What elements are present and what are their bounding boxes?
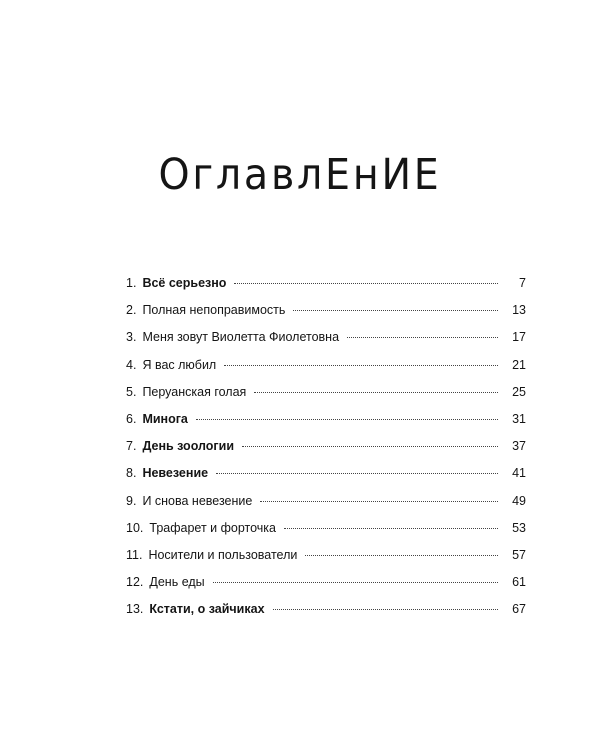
- toc-entry-number: 9.: [126, 493, 137, 508]
- toc-entry-title: День еды: [149, 575, 205, 590]
- toc-entry-title: Всё серьезно: [142, 276, 227, 290]
- toc-entry-number: 11.: [126, 547, 143, 562]
- toc-entry-page: 21: [512, 357, 526, 372]
- toc-entry: [126, 302, 526, 329]
- toc-entry: [126, 329, 526, 356]
- dot-leader: [293, 309, 498, 311]
- toc-entry: [126, 465, 526, 492]
- toc-entry-page: 57: [512, 547, 526, 562]
- toc-entry: [126, 411, 526, 438]
- toc-entry-page: 49: [512, 493, 526, 508]
- toc-entry-page: 25: [512, 384, 526, 399]
- toc-entry-title: Меня зовут Виолетта Фиолетовна: [142, 330, 340, 345]
- toc-entry-number: 7.: [126, 439, 137, 454]
- toc-entry-number: 1.: [126, 276, 137, 290]
- dot-leader: [242, 445, 498, 447]
- toc-entry: [126, 547, 526, 574]
- toc-entry-title: Минога: [142, 411, 188, 426]
- toc-entry-number: 4.: [126, 357, 137, 372]
- toc-entry-number: 6.: [126, 411, 137, 426]
- toc-entry-title: И снова невезение: [142, 493, 253, 508]
- toc-entry-page: 61: [512, 575, 526, 590]
- dot-leader: [216, 472, 498, 474]
- toc-entry: [126, 438, 526, 465]
- toc-entry-title: Полная непоправимость: [142, 303, 286, 318]
- toc-entry-page: 67: [512, 602, 526, 617]
- toc-entry: [126, 520, 526, 547]
- page-title: ОглавлЕнИЕ: [158, 150, 442, 200]
- toc-entry: [126, 384, 526, 411]
- toc-entry-title: Перуанская голая: [142, 384, 247, 399]
- toc-entry-page: 37: [512, 439, 526, 454]
- toc-entry-title: Невезение: [142, 466, 209, 481]
- dot-leader: [347, 336, 498, 338]
- table-of-contents: [126, 275, 526, 628]
- dot-leader: [260, 500, 498, 502]
- toc-entry-title: Кстати, о зайчиках: [149, 602, 265, 617]
- dot-leader: [254, 391, 498, 393]
- toc-entry-number: 2.: [126, 303, 137, 318]
- dot-leader: [234, 282, 498, 284]
- toc-entry-title: Трафарет и форточка: [149, 520, 276, 535]
- toc-entry-page: 7: [519, 276, 526, 290]
- toc-entry: [126, 493, 526, 520]
- toc-entry-number: 8.: [126, 466, 137, 481]
- toc-entry: [126, 574, 526, 601]
- toc-entry-number: 12.: [126, 575, 144, 590]
- toc-entry: [126, 275, 526, 302]
- toc-entry-title: Я вас любил: [142, 357, 217, 372]
- toc-entry-page: 53: [512, 520, 526, 535]
- toc-entry-page: 17: [512, 330, 526, 345]
- dot-leader: [224, 364, 498, 366]
- toc-entry-number: 10.: [126, 520, 144, 535]
- toc-entry-number: 13.: [126, 602, 144, 617]
- dot-leader: [213, 581, 498, 583]
- toc-entry: [126, 357, 526, 384]
- toc-entry-page: 31: [512, 411, 526, 426]
- toc-entry-number: 5.: [126, 384, 137, 399]
- toc-entry-title: День зоологии: [142, 439, 235, 454]
- toc-entry-page: 13: [512, 303, 526, 318]
- toc-entry-number: 3.: [126, 330, 137, 345]
- toc-entry: [126, 601, 526, 628]
- dot-leader: [196, 418, 498, 420]
- dot-leader: [284, 527, 498, 529]
- toc-entry-title: Носители и пользователи: [148, 547, 298, 562]
- dot-leader: [273, 608, 498, 610]
- dot-leader: [305, 554, 498, 556]
- toc-entry-page: 41: [512, 466, 526, 481]
